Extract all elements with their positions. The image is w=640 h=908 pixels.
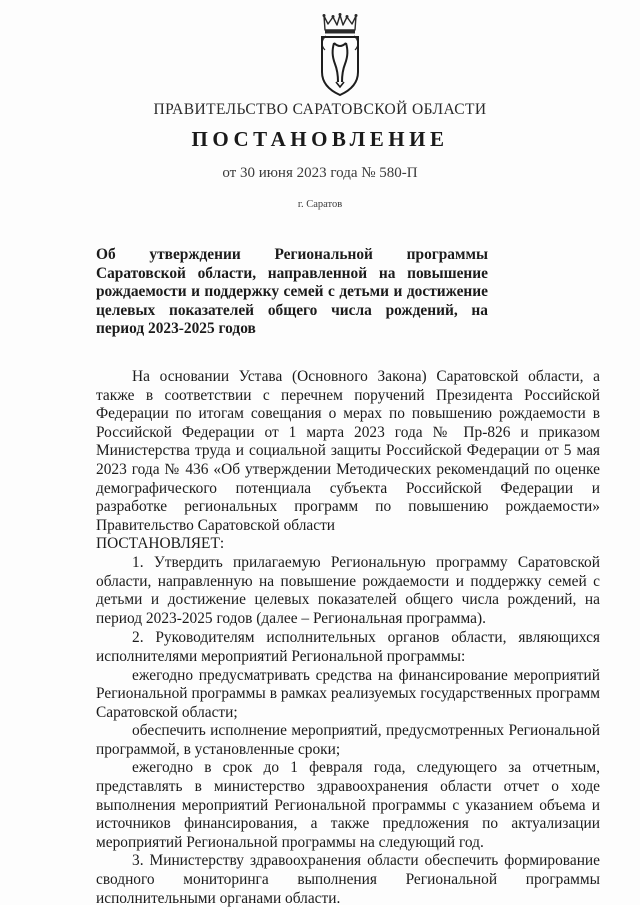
- paragraph-item-2-sub-2: обеспечить исполнение мероприятий, предусмотренных Региональной программой, в установленные сроки;: [96, 722, 600, 758]
- coat-of-arms-icon: [313, 12, 367, 98]
- paragraph-item-2-sub-3: ежегодно в срок до 1 февраля года, следующего за отчетным, представлять в министерство здравоохранения области отчет о ходе выполнения мероприятий Региональной программы с указанием объема и источников финансирования, а также предложения по актуализации мероприятий Региональной программы на следующий год.: [96, 759, 600, 851]
- paragraph-item-2: 2. Руководителям исполнительных органов области, являющихся исполнителями мероприятий Региональной программы:: [96, 629, 600, 665]
- document-body: [96, 368, 600, 908]
- paragraph-item-3: 3. Министерству здравоохранения области обеспечить формирование сводного мониторинга выполнения Региональной программы исполнительными органами области.: [96, 852, 600, 907]
- paragraph-item-1: 1. Утвердить прилагаемую Региональную программу Саратовской области, направленную на повышение рождаемости и поддержку семей с детьми и достижение целевых показателей общего числа рождений, на период 2023-2025 годов (далее – Региональная программа).: [96, 553, 600, 627]
- government-name: ПРАВИТЕЛЬСТВО САРАТОВСКОЙ ОБЛАСТИ: [153, 101, 487, 118]
- paragraph-item-2-sub-1: ежегодно предусматривать средства на финансирование мероприятий Региональной программы в рамках реализуемых государственных программ Саратовской области;: [96, 666, 600, 721]
- decree-word: ПОСТАНОВЛЯЕТ:: [96, 535, 225, 553]
- document-city: г. Саратов: [297, 199, 343, 210]
- preamble-paragraph: На основании Устава (Основного Закона) Саратовской области, а также в соответствии с перечнем поручений Президента Российской Федерации по итогам совещания о мерах по повышению рождаемости в Российской Федерации от 1 марта 2023 года № Пр-826 и приказом Министерства труда и социальной защиты Российской Федерации от 5 мая 2023 года № 436 «Об утверждении Методических рекомендаций по оценке демографического потенциала субъекта Российской Федерации и разработке региональных программ по повышению рождаемости» Правительство Саратовской области: [96, 368, 600, 534]
- document-date-number: от 30 июня 2023 года № 580-П: [222, 165, 418, 181]
- document-type: ПОСТАНОВЛЕНИЕ: [191, 127, 449, 151]
- document-title: Об утверждении Региональной программы Саратовской области, направленной на повышение рождаемости и поддержку семей с детьми и достижение целевых показателей общего числа рождений, на период 2023-2025 годов: [96, 246, 488, 338]
